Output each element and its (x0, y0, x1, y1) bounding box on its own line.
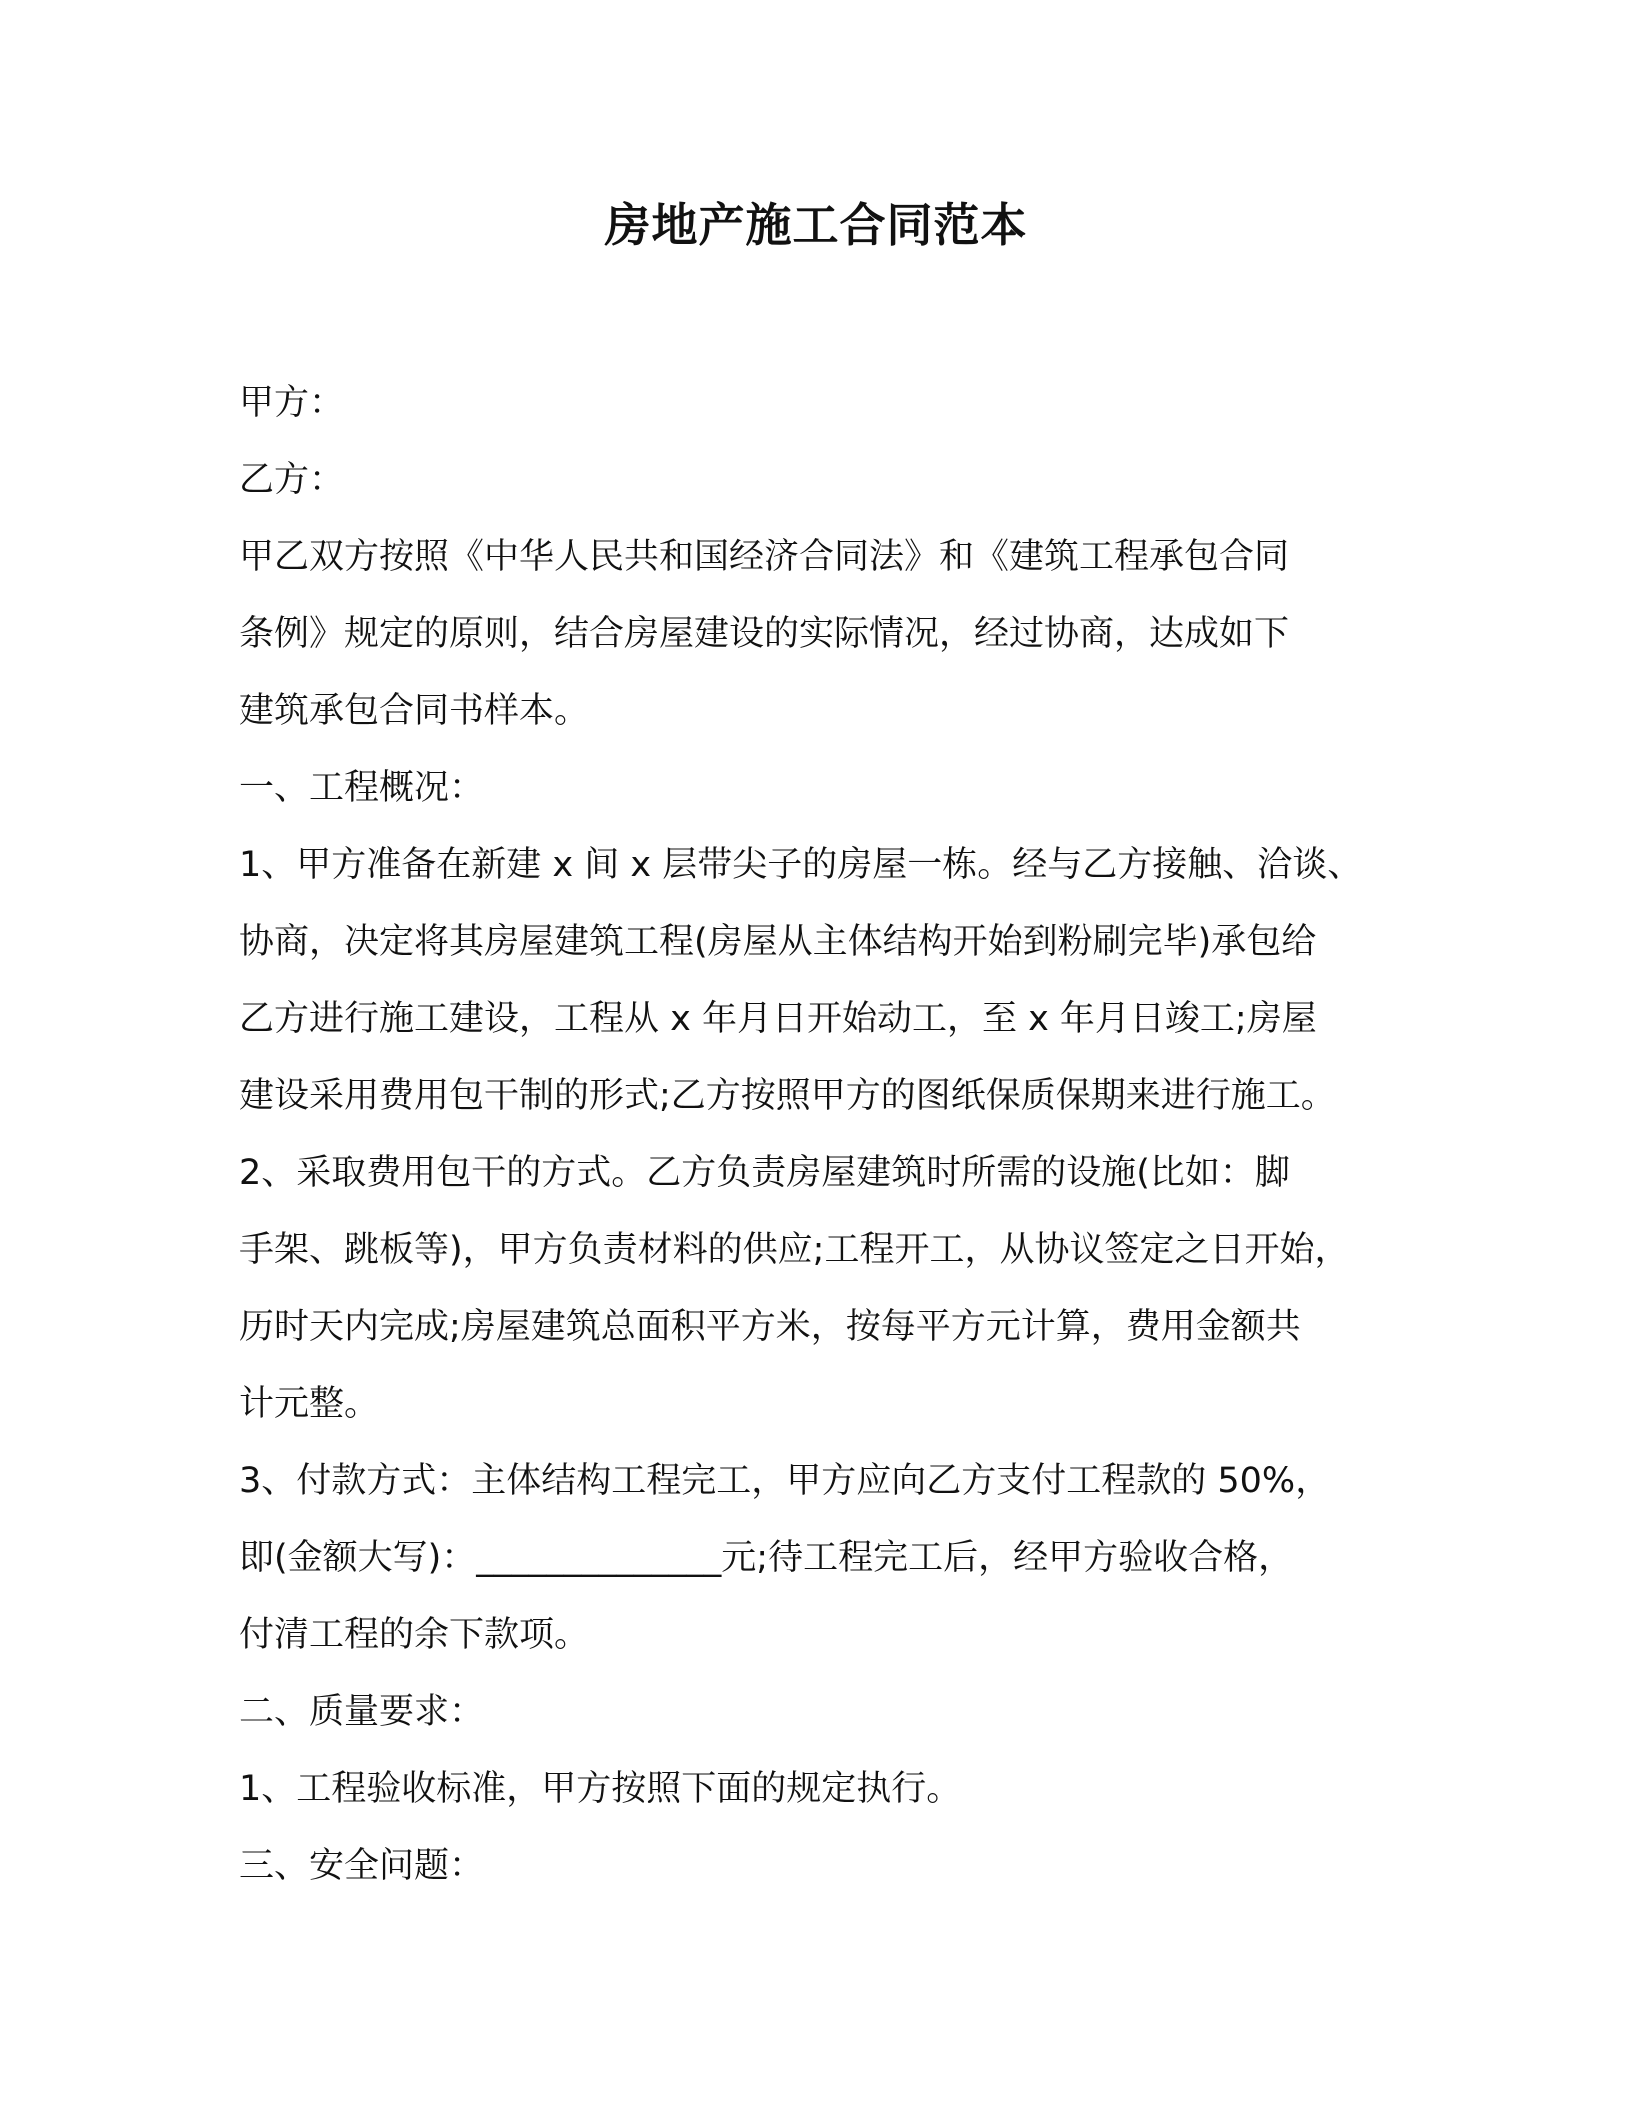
section-heading-overview: 一、工程概况： (239, 768, 485, 808)
clause-1-line-2: 协商，决定将其房屋建筑工程(房屋从主体结构开始到粉刷完毕)承包给 (239, 922, 1317, 962)
party-a-line: 甲方： (239, 383, 345, 423)
clause-3-line-2: 即(金额大写)：______________元;待工程完工后，经甲方验收合格， (239, 1538, 1294, 1578)
clause-3-line-1: 3、付款方式：主体结构工程完工，甲方应向乙方支付工程款的 50%， (239, 1461, 1331, 1501)
preamble-line-1: 甲乙双方按照《中华人民共和国经济合同法》和《建筑工程承包合同 (239, 537, 1290, 577)
quality-clause-1: 1、工程验收标准，甲方按照下面的规定执行。 (239, 1769, 962, 1809)
preamble-line-2: 条例》规定的原则，结合房屋建设的实际情况，经过协商，达成如下 (239, 614, 1290, 654)
clause-1-line-3: 乙方进行施工建设，工程从 x 年月日开始动工，至 x 年月日竣工;房屋 (239, 999, 1317, 1039)
party-b-line: 乙方： (239, 460, 345, 500)
clause-2-line-3: 历时天内完成;房屋建筑总面积平方米，按每平方元计算，费用金额共 (239, 1307, 1301, 1347)
clause-2-line-1: 2、采取费用包干的方式。乙方负责房屋建筑时所需的设施(比如：脚 (239, 1153, 1290, 1193)
clause-2-line-4: 计元整。 (239, 1384, 380, 1424)
clause-2-line-2: 手架、跳板等)，甲方负责材料的供应;工程开工，从协议签定之日开始， (239, 1230, 1350, 1270)
document-body (239, 365, 1399, 1905)
document-title: 房地产施工合同范本 (604, 198, 1028, 252)
section-heading-quality: 二、质量要求： (239, 1692, 485, 1732)
preamble-line-3: 建筑承包合同书样本。 (239, 691, 590, 731)
clause-1-line-1: 1、甲方准备在新建 x 间 x 层带尖子的房屋一栋。经与乙方接触、洽谈、 (239, 845, 1363, 885)
clause-3-line-3: 付清工程的余下款项。 (239, 1615, 590, 1655)
section-heading-safety: 三、安全问题： (239, 1846, 485, 1886)
clause-1-line-4: 建设采用费用包干制的形式;乙方按照甲方的图纸保质保期来进行施工。 (239, 1076, 1336, 1116)
